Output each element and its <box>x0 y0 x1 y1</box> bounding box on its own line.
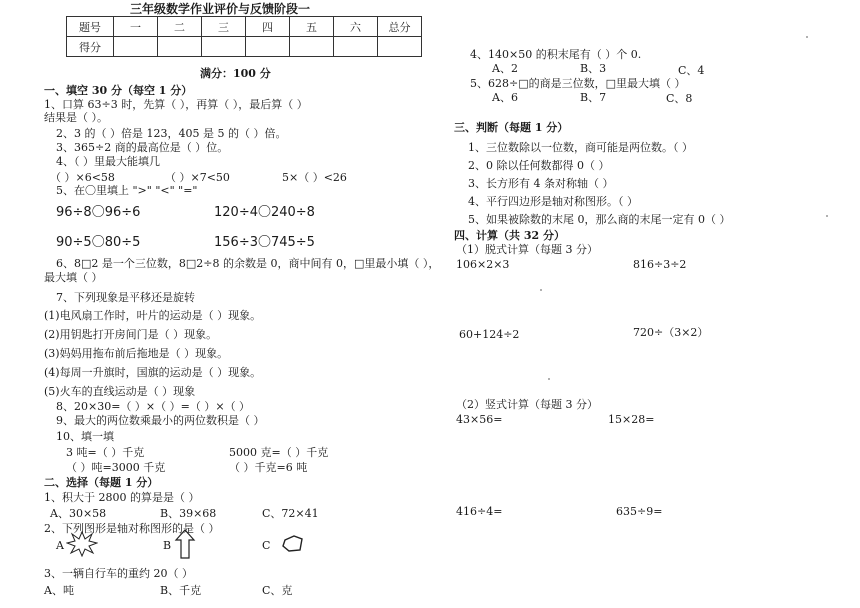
star-shape-icon <box>66 531 98 557</box>
score-table-header-cell: 三 <box>202 17 246 37</box>
score-cell <box>246 37 290 57</box>
line-s4: 四、计算（共 32 分） <box>454 229 565 242</box>
score-cell <box>378 37 422 57</box>
line-q2: 2、3 的（ ）倍是 123，405 是 5 的（ ）倍。 <box>56 127 287 140</box>
line-p1c: 60+124÷2 <box>459 328 520 341</box>
irregular-shape-icon <box>282 535 304 553</box>
line-q4b: （ ）×7<50 <box>165 171 230 184</box>
line-r4c: C、4 <box>678 64 705 77</box>
line-c1: 1、积大于 2800 的算是是（ ） <box>44 491 200 504</box>
line-j2: 2、0 除以任何数都得 0（ ） <box>468 159 610 172</box>
line-r5: 5、628÷□的商是三位数，□里最大填（ ） <box>470 77 686 90</box>
line-c1a: A、30×58 <box>50 507 107 520</box>
line-q5a: 96÷8〇96÷6 <box>56 205 141 220</box>
line-c2: 2、下列图形是轴对称图形的是（ ） <box>44 522 220 535</box>
line-q5d: 156÷3〇745÷5 <box>214 235 315 250</box>
score-table-header-row <box>67 17 422 37</box>
line-c2c: C <box>262 539 271 552</box>
line-q5: 5、在〇里填上 ">" "<" "=" <box>56 184 198 197</box>
line-s2: 二、选择（每题 1 分） <box>44 476 159 489</box>
line-q8: 8、20×30=（ ）×（ ）=（ ）×（ ） <box>56 400 251 413</box>
score-cell <box>114 37 158 57</box>
line-q7: 7、下列现象是平移还是旋转 <box>56 291 195 304</box>
line-p1a: 106×2×3 <box>456 258 510 271</box>
score-table-score-row <box>67 37 422 57</box>
line-q7c: (3)妈妈用拖布前后拖地是（ ）现象。 <box>44 347 229 360</box>
line-q7e: (5)火车的直线运动是（ ）现象 <box>44 385 196 398</box>
line-s1: 一、填空 30 分（每空 1 分） <box>44 84 193 97</box>
score-table <box>66 16 422 57</box>
line-q7b: (2)用钥匙打开房间门是（ ）现象。 <box>44 328 218 341</box>
line-q7d: (4)每周一升旗时，国旗的运动是（ ）现象。 <box>44 366 262 379</box>
scan-speck <box>806 36 808 38</box>
line-q10d: （ ）千克=6 吨 <box>229 461 308 474</box>
score-table-header-cell: 总分 <box>378 17 422 37</box>
line-q5b: 120÷4〇240÷8 <box>214 205 315 220</box>
score-cell <box>290 37 334 57</box>
score-row-label: 得分 <box>67 37 114 57</box>
up-arrow-shape-icon <box>174 529 196 559</box>
score-table-header-cell: 二 <box>158 17 202 37</box>
line-r5b: B、7 <box>580 91 607 104</box>
line-r5a: A、6 <box>492 91 518 104</box>
line-p2b: 15×28= <box>608 413 655 426</box>
line-j4: 4、平行四边形是轴对称图形。（ ） <box>468 195 638 208</box>
score-table-header-cell: 六 <box>334 17 378 37</box>
line-c3b: B、千克 <box>160 584 202 597</box>
line-j5: 5、如果被除数的末尾 0，那么商的末尾一定有 0（ ） <box>468 213 731 226</box>
line-p2c: 416÷4= <box>456 505 503 518</box>
page-title: 三年级数学作业评价与反馈阶段一 <box>130 2 311 16</box>
line-c1b: B、39×68 <box>160 507 217 520</box>
line-q10c: （ ）吨=3000 千克 <box>66 461 166 474</box>
line-q4a: （ ）×6<58 <box>50 171 115 184</box>
line-q1a: 1、口算 63÷3 时，先算（ ），再算（ ），最后算（ ） <box>44 98 308 111</box>
scan-speck <box>540 289 542 291</box>
line-q4c: 5×（ ）<26 <box>282 171 347 184</box>
line-c3a: A、吨 <box>44 584 74 597</box>
full-score: 满分：100 分 <box>200 67 271 80</box>
line-q5c: 90÷5〇80÷5 <box>56 235 141 250</box>
score-table-header-cell: 五 <box>290 17 334 37</box>
line-p1b: 816÷3÷2 <box>633 258 687 271</box>
line-r4b: B、3 <box>580 62 607 75</box>
line-j3: 3、长方形有 4 条对称轴（ ） <box>468 177 614 190</box>
line-p2a: 43×56= <box>456 413 503 426</box>
line-s3: 三、判断（每题 1 分） <box>454 121 569 134</box>
line-q4: 4、（ ）里最大能填几 <box>56 155 160 168</box>
scan-speck <box>826 215 828 217</box>
scan-speck <box>548 378 550 380</box>
line-p1: （1）脱式计算（每题 3 分） <box>456 243 598 256</box>
line-c2b: B <box>163 539 172 552</box>
line-q10a: 3 吨=（ ）千克 <box>66 446 145 459</box>
line-q6a: 6、8□2 是一个三位数，8□2÷8 的余数是 0，商中间有 0，□里最小填（ ）， <box>56 257 440 270</box>
line-p2: （2）竖式计算（每题 3 分） <box>456 398 598 411</box>
line-q3: 3、365÷2 商的最高位是（ ）位。 <box>56 141 229 154</box>
line-c2a: A <box>56 539 64 552</box>
line-c3c: C、克 <box>262 584 293 597</box>
score-table-header-cell: 一 <box>114 17 158 37</box>
line-r4: 4、140×50 的积末尾有（ ）个 0. <box>470 48 642 61</box>
line-q1b: 结果是（ ）。 <box>44 111 108 124</box>
line-q10: 10、填一填 <box>56 430 114 443</box>
line-q9: 9、最大的两位数乘最小的两位数积是（ ） <box>56 414 265 427</box>
line-r5c: C、8 <box>666 92 693 105</box>
line-q10b: 5000 克=（ ）千克 <box>229 446 329 459</box>
line-q7a: (1)电风扇工作时，叶片的运动是（ ）现象。 <box>44 309 262 322</box>
line-q6b: 最大填（ ） <box>44 271 103 284</box>
score-table-header-cell: 四 <box>246 17 290 37</box>
score-cell <box>158 37 202 57</box>
score-cell <box>202 37 246 57</box>
score-table-header-cell: 题号 <box>67 17 114 37</box>
line-c1c: C、72×41 <box>262 507 319 520</box>
line-j1: 1、三位数除以一位数，商可能是两位数。（ ） <box>468 141 693 154</box>
line-p1d: 720÷（3×2） <box>633 326 709 339</box>
line-r4a: A、2 <box>492 62 518 75</box>
line-p2d: 635÷9= <box>616 505 663 518</box>
line-c3: 3、一辆自行车的重约 20（ ） <box>44 567 193 580</box>
score-cell <box>334 37 378 57</box>
